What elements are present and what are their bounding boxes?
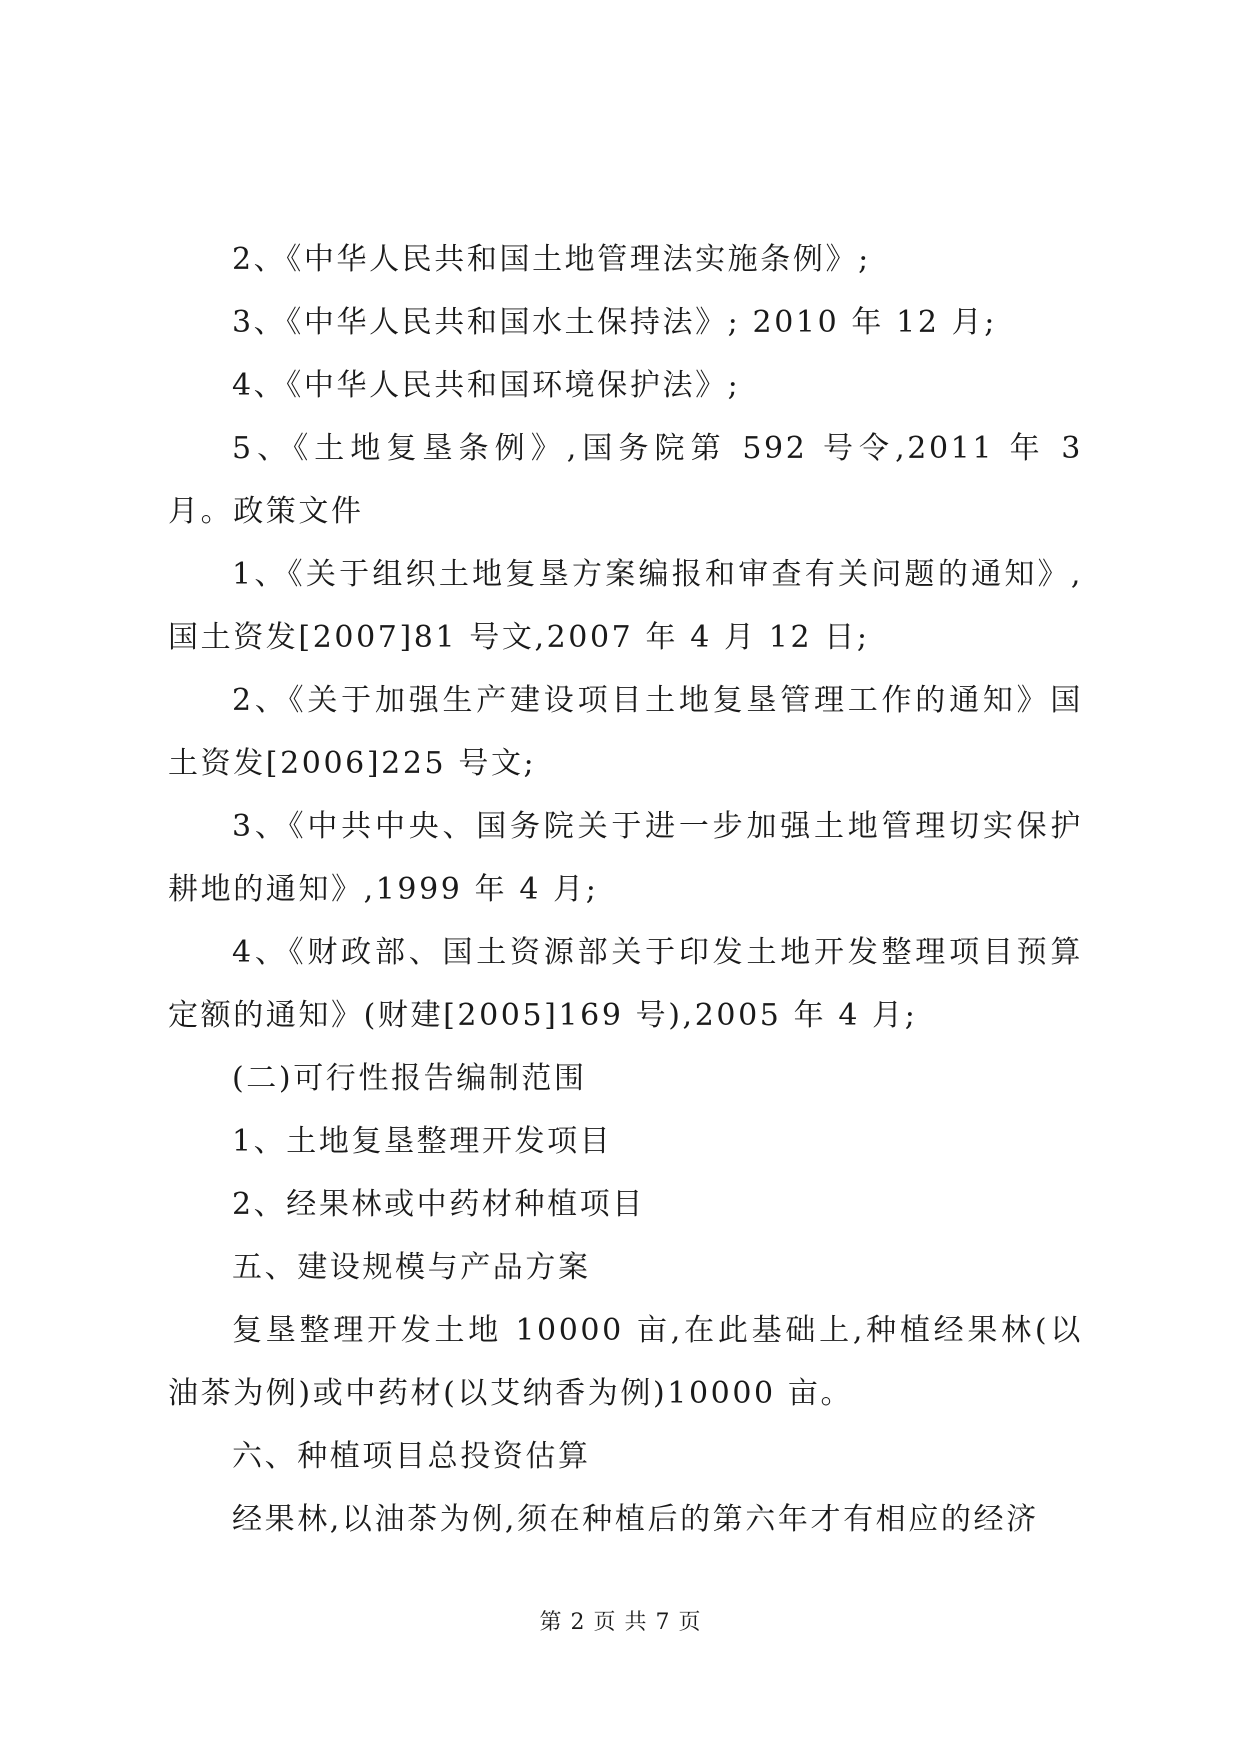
paragraph: 4、《财政部、国土资源部关于印发土地开发整理项目预算定额的通知》(财建[2005]169 号),2005 年 4 月; [168, 935, 1083, 1033]
paragraph: 1、《关于组织土地复垦方案编报和审查有关问题的通知》,国土资发[2007]81 号文,2007 年 4 月 12 日; [168, 557, 1083, 655]
paragraph: 3、《中共中央、国务院关于进一步加强土地管理切实保护耕地的通知》,1999 年 4 月; [168, 809, 1083, 907]
paragraph: 复垦整理开发土地 10000 亩,在此基础上,种植经果林(以油茶为例)或中药材(以艾纳香为例)10000 亩。 [168, 1313, 1083, 1411]
paragraph: 3、《中华人民共和国水土保持法》; 2010 年 12 月; [232, 305, 997, 340]
paragraph: 2、经果林或中药材种植项目 [232, 1187, 645, 1222]
paragraph: 5、《土地复垦条例》,国务院第 592 号令,2011 年 3 月。政策文件 [168, 431, 1083, 529]
page-footer [0, 1605, 1241, 1636]
section-heading: 五、建设规模与产品方案 [232, 1250, 591, 1285]
paragraph: 经果林,以油茶为例,须在种植后的第六年才有相应的经济 [232, 1502, 1039, 1537]
paragraph: 1、土地复垦整理开发项目 [232, 1124, 613, 1159]
paragraph: 2、《中华人民共和国土地管理法实施条例》; [232, 242, 871, 277]
paragraph: 4、《中华人民共和国环境保护法》; [232, 368, 741, 403]
section-subheading: (二)可行性报告编制范围 [232, 1061, 587, 1096]
section-heading: 六、种植项目总投资估算 [232, 1439, 591, 1474]
document-body [168, 228, 1083, 1551]
page-indicator: 第 2 页 共 7 页 [539, 1610, 702, 1635]
paragraph: 2、《关于加强生产建设项目土地复垦管理工作的通知》国土资发[2006]225 号文; [168, 683, 1083, 781]
